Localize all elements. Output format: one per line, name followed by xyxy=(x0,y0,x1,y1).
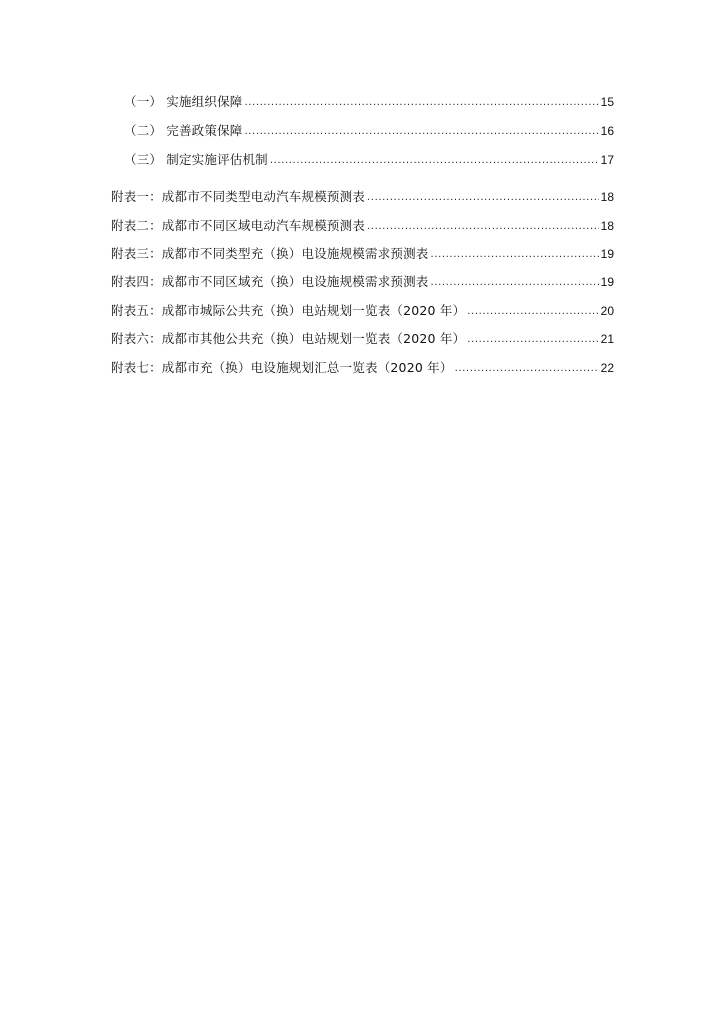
toc-entry-title: 附表二：成都市不同区域电动汽车规模预测表 xyxy=(111,218,366,233)
toc-page-number: 17 xyxy=(600,153,614,167)
toc-appendix-entry[interactable] xyxy=(111,246,614,264)
toc-leader-dots xyxy=(244,124,598,140)
toc-leader-dots xyxy=(270,153,599,169)
toc-entry-title: 附表五：成都市城际公共充（换）电站规划一览表（2020 年） xyxy=(111,303,466,318)
toc-appendix-entry[interactable] xyxy=(111,331,614,349)
toc-leader-dots xyxy=(431,247,599,263)
toc-entry[interactable] xyxy=(124,123,614,141)
toc-leader-dots xyxy=(367,219,599,235)
toc-page-number: 18 xyxy=(600,219,614,233)
toc-page-number: 18 xyxy=(600,190,614,204)
toc-entry-title: 附表七：成都市充（换）电设施规划汇总一览表（2020 年） xyxy=(111,360,453,375)
toc-page-number: 20 xyxy=(600,304,614,318)
toc-entry-title: 附表一：成都市不同类型电动汽车规模预测表 xyxy=(111,189,366,204)
toc-page-number: 16 xyxy=(600,124,614,138)
toc-leader-dots xyxy=(244,95,598,111)
toc-leader-dots xyxy=(367,190,599,206)
toc-page-number: 19 xyxy=(600,247,614,261)
toc-page-number: 22 xyxy=(600,361,614,375)
toc-entry-title: （二） 完善政策保障 xyxy=(124,123,243,138)
toc-entry-title: 附表三：成都市不同类型充（换）电设施规模需求预测表 xyxy=(111,246,429,261)
toc-entry-title: 附表六：成都市其他公共充（换）电站规划一览表（2020 年） xyxy=(111,331,466,346)
toc-page-number: 19 xyxy=(600,275,614,289)
toc-entry[interactable] xyxy=(124,152,614,170)
toc-appendix-entry[interactable] xyxy=(111,360,614,378)
toc-appendix-entry[interactable] xyxy=(111,189,614,207)
toc-entry-title: （三） 制定实施评估机制 xyxy=(124,152,268,167)
toc-leader-dots xyxy=(467,304,598,320)
toc-entry-title: 附表四：成都市不同区域充（换）电设施规模需求预测表 xyxy=(111,274,429,289)
toc-entry-title: （一） 实施组织保障 xyxy=(124,94,243,109)
toc-appendix-entry[interactable] xyxy=(111,274,614,292)
toc-entry[interactable] xyxy=(124,94,614,112)
toc-leader-dots xyxy=(431,275,599,291)
toc-appendix-entry[interactable] xyxy=(111,218,614,236)
toc-leader-dots xyxy=(455,361,599,377)
toc-page-number: 15 xyxy=(600,95,614,109)
toc-page-number: 21 xyxy=(600,332,614,346)
toc-appendix-entry[interactable] xyxy=(111,303,614,321)
toc-leader-dots xyxy=(467,332,598,348)
